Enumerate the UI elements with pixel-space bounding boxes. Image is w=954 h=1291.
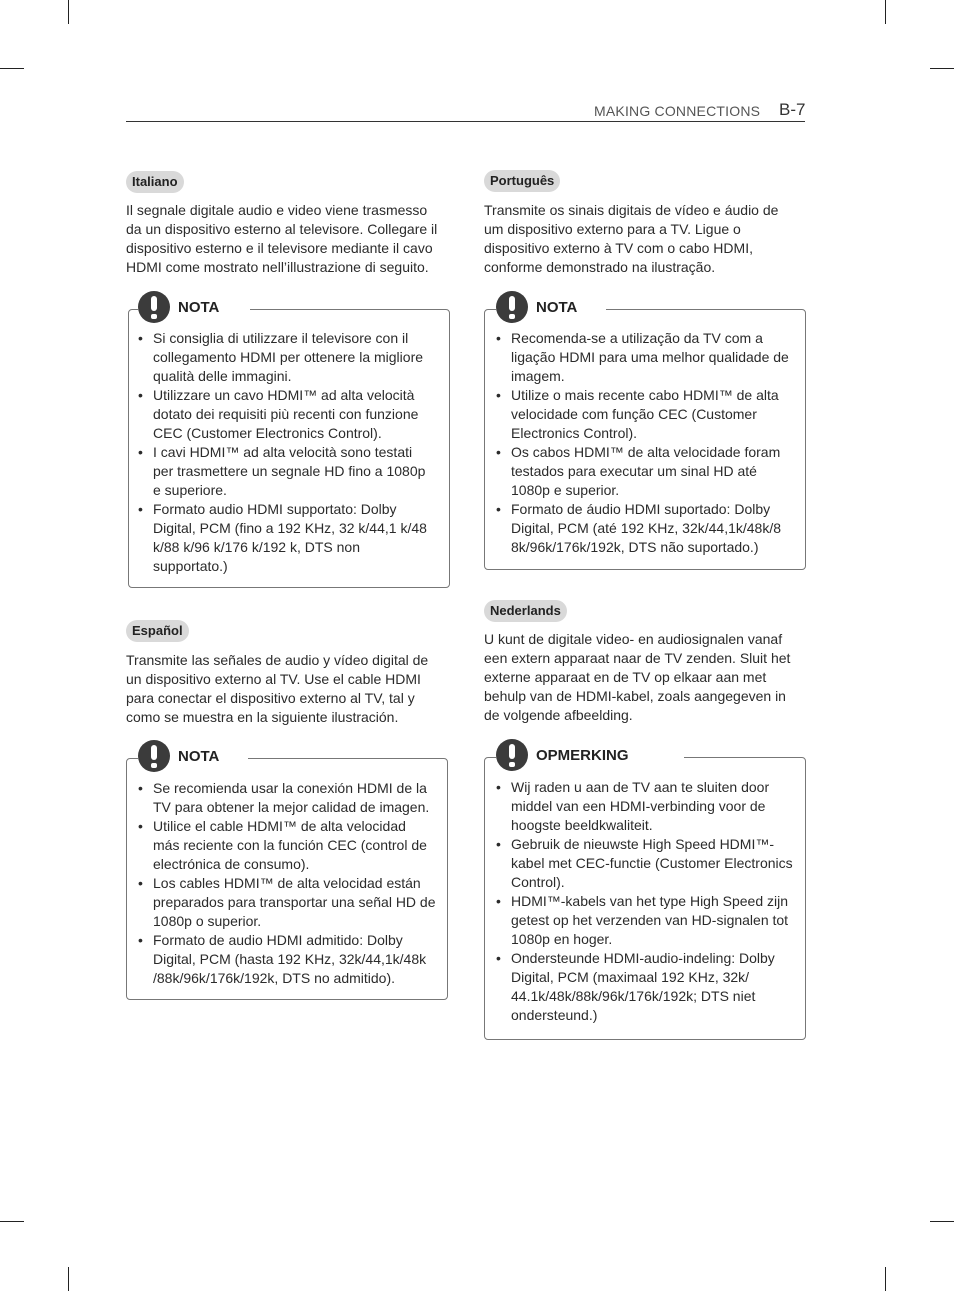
- list-item: • Utilizzare un cavo HDMI™ ad alta velocità dotato dei requisiti più recenti con funzione CEC (Customer Electronics Control).: [138, 386, 436, 443]
- list-item: • Ondersteunde HDMI-audio-indeling: Dolby Digital, PCM (maximaal 192 KHz, 32k/ 44.1k/48k/88k/96k/176k/192k; DTS niet ondersteund.): [496, 949, 794, 1025]
- crop-mark: [930, 1221, 954, 1222]
- list-item: • Si consiglia di utilizzare il televisore con il collegamento HDMI per ottenere la migliore qualità delle immagini.: [138, 329, 436, 386]
- note-list-nederlands: [496, 778, 794, 1025]
- list-item: • Gebruik de nieuwste High Speed HDMI™-kabel met CEC-functie (Customer Electronics Control).: [496, 835, 794, 892]
- list-item: • Utilize o mais recente cabo HDMI™ de alta velocidade com função CEC (Customer Electronics Control).: [496, 386, 794, 443]
- exclamation-circle-icon: [496, 739, 528, 771]
- crop-mark: [68, 0, 69, 24]
- intro-espanol: Transmite las señales de audio y vídeo digital de un dispositivo externo al TV. Use el cable HDMI para conectar el dispositivo externo al TV, tal y como se muestra en la siguiente ilustración.: [126, 652, 429, 725]
- list-item: • HDMI™-kabels van het type High Speed zijn getest op het verzenden van HD-signalen tot 1080p en hoger.: [496, 892, 794, 949]
- note-label: NOTA: [178, 298, 220, 316]
- exclamation-circle-icon: [138, 740, 170, 772]
- note-header-espanol: [138, 736, 248, 776]
- list-item: • Formato de áudio HDMI suportado: Dolby Digital, PCM (até 192 KHz, 32k/44,1k/48k/8 8k/96k/176k/192k, DTS não suportado.): [496, 500, 794, 557]
- list-item: • Recomenda-se a utilização da TV com a ligação HDMI para uma melhor qualidade de imagem.: [496, 329, 794, 386]
- language-tag-espanol: Español: [126, 620, 189, 642]
- list-item: • Formato audio HDMI supportato: Dolby Digital, PCM (fino a 192 KHz, 32 k/44,1 k/48 k/88 k/96 k/176 k/192 k, DTS non supportato.): [138, 500, 436, 576]
- list-item: • Wij raden u aan de TV aan te sluiten door middel van een HDMI-verbinding voor de hoogste beeldkwaliteit.: [496, 778, 794, 835]
- language-tag-italiano: Italiano: [126, 171, 184, 193]
- crop-mark: [930, 68, 954, 69]
- intro-portugues: Transmite os sinais digitais de vídeo e áudio de um dispositivo externo para a TV. Ligue o dispositivo externo à TV com o cabo HDMI, conforme demonstrado na ilustração.: [484, 202, 779, 275]
- list-item: • Utilice el cable HDMI™ de alta velocidad más reciente con la función CEC (control de electrónica de consumo).: [138, 817, 436, 874]
- exclamation-circle-icon: [496, 291, 528, 323]
- crop-mark: [0, 1221, 24, 1222]
- note-header-nederlands: [496, 735, 684, 775]
- list-item: • Os cabos HDMI™ de alta velocidade foram testados para executar um sinal HD até 1080p e superior.: [496, 443, 794, 500]
- crop-mark: [885, 1267, 886, 1291]
- header-divider: [126, 121, 805, 122]
- list-item: • Se recomienda usar la conexión HDMI de la TV para obtener la mejor calidad de imagen.: [138, 779, 436, 817]
- crop-mark: [0, 68, 24, 69]
- note-label: OPMERKING: [536, 746, 629, 764]
- intro-italiano: Il segnale digitale audio e video viene trasmesso da un dispositivo esterno al televisore. Collegare il dispositivo esterno e il televisore mediante il cavo HDMI come mostrato nell’illustrazione di seguito.: [126, 202, 438, 275]
- crop-mark: [68, 1267, 69, 1291]
- language-tag-portugues: Português: [484, 170, 560, 192]
- list-item: • Formato de audio HDMI admitido: Dolby Digital, PCM (hasta 192 KHz, 32k/44,1k/48k /88k/96k/176k/192k, DTS no admitido).: [138, 931, 436, 988]
- note-list-italiano: [138, 329, 436, 576]
- note-label: NOTA: [178, 747, 220, 765]
- intro-nederlands: U kunt de digitale video- en audiosignalen vanaf een extern apparaat naar de TV zenden. Sluit het externe apparaat en de TV op elkaar aan met behulp van de HDMI-kabel, zoals aangegeven in de volgende afbeelding.: [484, 631, 791, 723]
- note-header-italiano: [138, 287, 250, 327]
- crop-mark: [885, 0, 886, 24]
- header-section-title: MAKING CONNECTIONS: [594, 103, 761, 119]
- exclamation-circle-icon: [138, 291, 170, 323]
- note-list-portugues: [496, 329, 794, 557]
- note-header-portugues: [496, 287, 606, 327]
- list-item: • I cavi HDMI™ ad alta velocità sono testati per trasmettere un segnale HD fino a 1080p e superiore.: [138, 443, 436, 500]
- list-item: • Los cables HDMI™ de alta velocidad están preparados para transportar una señal HD de 1080p o superior.: [138, 874, 436, 931]
- note-label: NOTA: [536, 298, 578, 316]
- note-list-espanol: [138, 779, 436, 988]
- page-number: B-7: [779, 100, 806, 119]
- language-tag-nederlands: Nederlands: [484, 600, 567, 622]
